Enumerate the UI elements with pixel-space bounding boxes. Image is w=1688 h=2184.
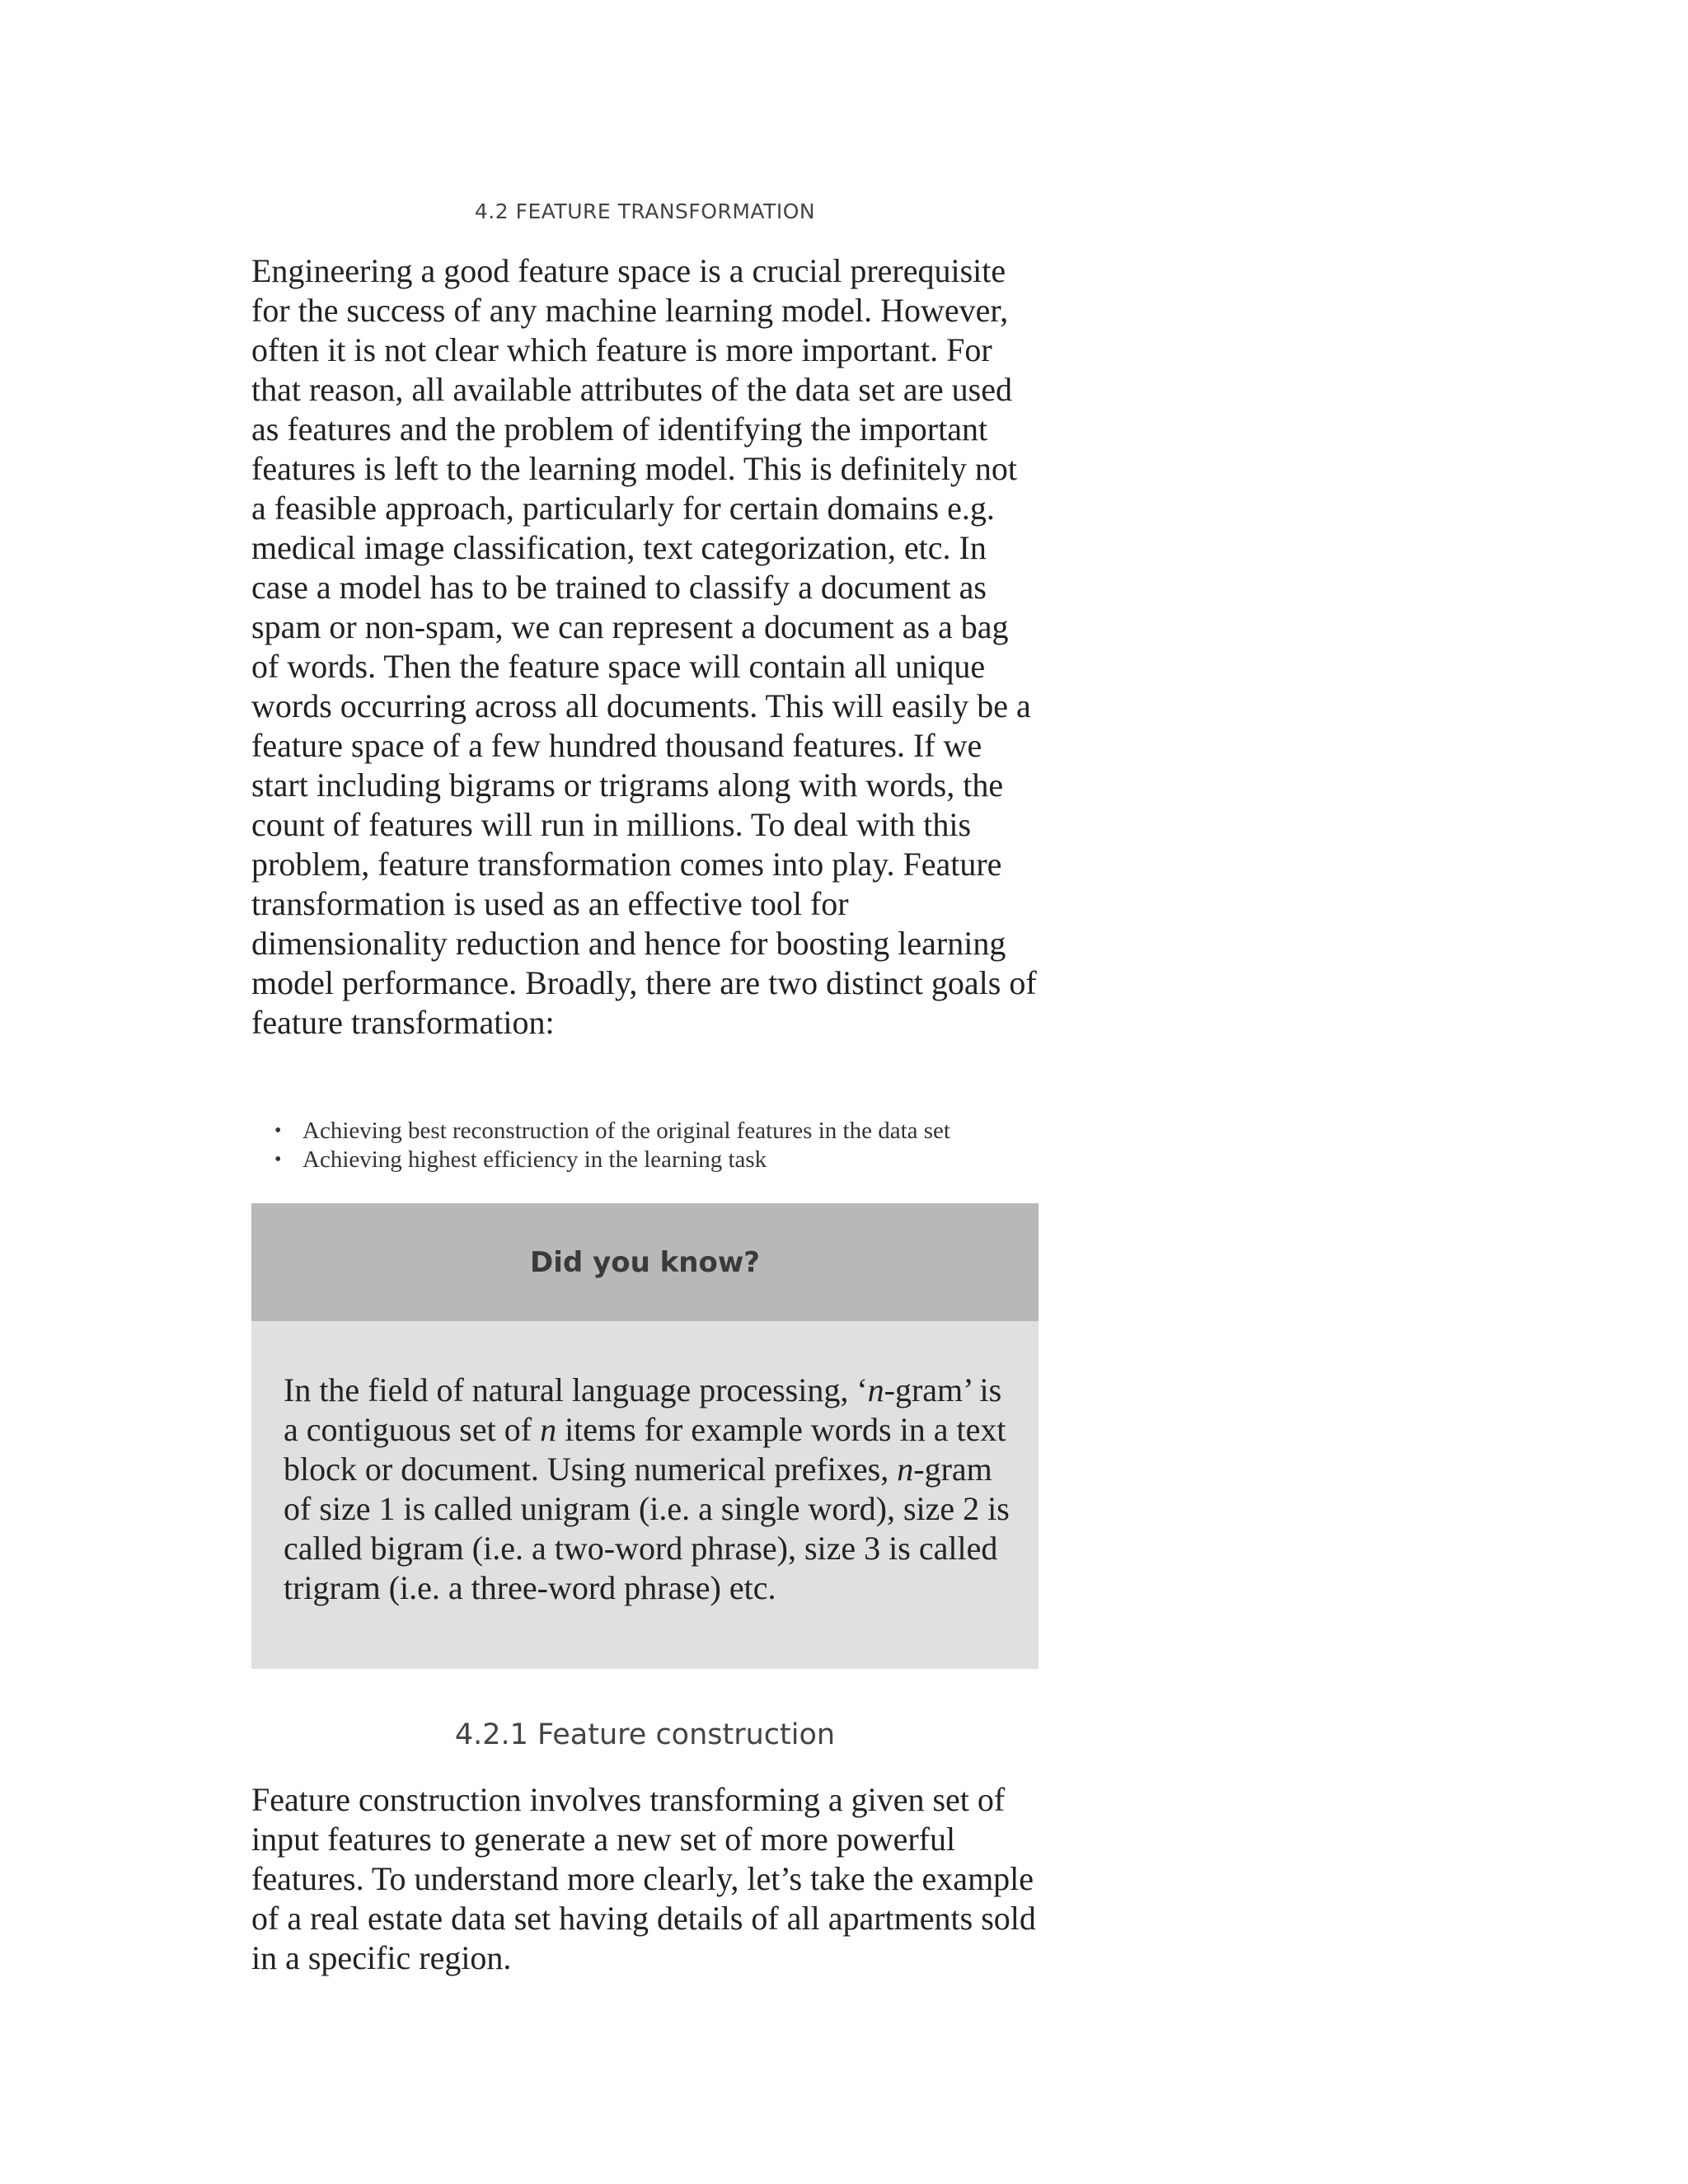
callout-text-part: -gram’ is a contiguous set of xyxy=(284,1371,1002,1448)
callout-text-part: items for example words in a text block or document. Using numerical prefixes, xyxy=(284,1411,1006,1488)
callout-italic-n: n xyxy=(867,1371,884,1408)
callout-text-part: -gram of size 1 is called unigram (i.e. a single word), size 2 is called bigram (i.e. a two-word phrase), size 3 is called trigram (i.e. a three-word phrase) etc. xyxy=(284,1451,1010,1606)
did-you-know-callout xyxy=(251,1203,1039,1669)
callout-italic-n: n xyxy=(540,1411,557,1448)
intro-paragraph: Engineering a good feature space is a crucial prerequisite for the success of any machine learning model. However, often it is not clear which feature is more important. For that reason, all available attributes of the data set are used as features and the problem of identifying the important features is left to the learning model. This is definitely not a feasible approach, particularly for certain domains e.g. medical image classification, text categorization, etc. In case a model has to be trained to classify a document as spam or non-spam, we can represent a document as a bag of words. Then the feature space will contain all unique words occurring across all documents. This will easily be a feature space of a few hundred thousand features. If we start including bigrams or trigrams along with words, the count of features will run in millions. To deal with this problem, feature transformation comes into play. Feature transformation is used as an effective tool for dimensionality reduction and hence for boosting learning model performance. Broadly, there are two distinct goals of feature transformation: xyxy=(251,252,1037,1041)
callout-text xyxy=(284,1371,1017,1608)
goals-list xyxy=(251,1117,1039,1174)
list-item: • Achieving highest efficiency in the learning task xyxy=(302,1146,1039,1174)
construction-paragraph: Feature construction involves transforming a given set of input features to generate a new set of more powerful features. To understand more clearly, let’s take the example of a real estate data set having details of all apartments sold in a specific region. xyxy=(251,1781,1036,1976)
callout-text-part: In the field of natural language processing, ‘ xyxy=(284,1371,868,1408)
section-heading: 4.2 FEATURE TRANSFORMATION xyxy=(474,199,816,223)
list-item: • Achieving best reconstruction of the original features in the data set xyxy=(302,1117,1039,1146)
subsection-heading: 4.2.1 Feature construction xyxy=(454,1718,836,1751)
callout-title: Did you know? xyxy=(251,1203,1039,1321)
callout-italic-n: n xyxy=(897,1451,914,1488)
